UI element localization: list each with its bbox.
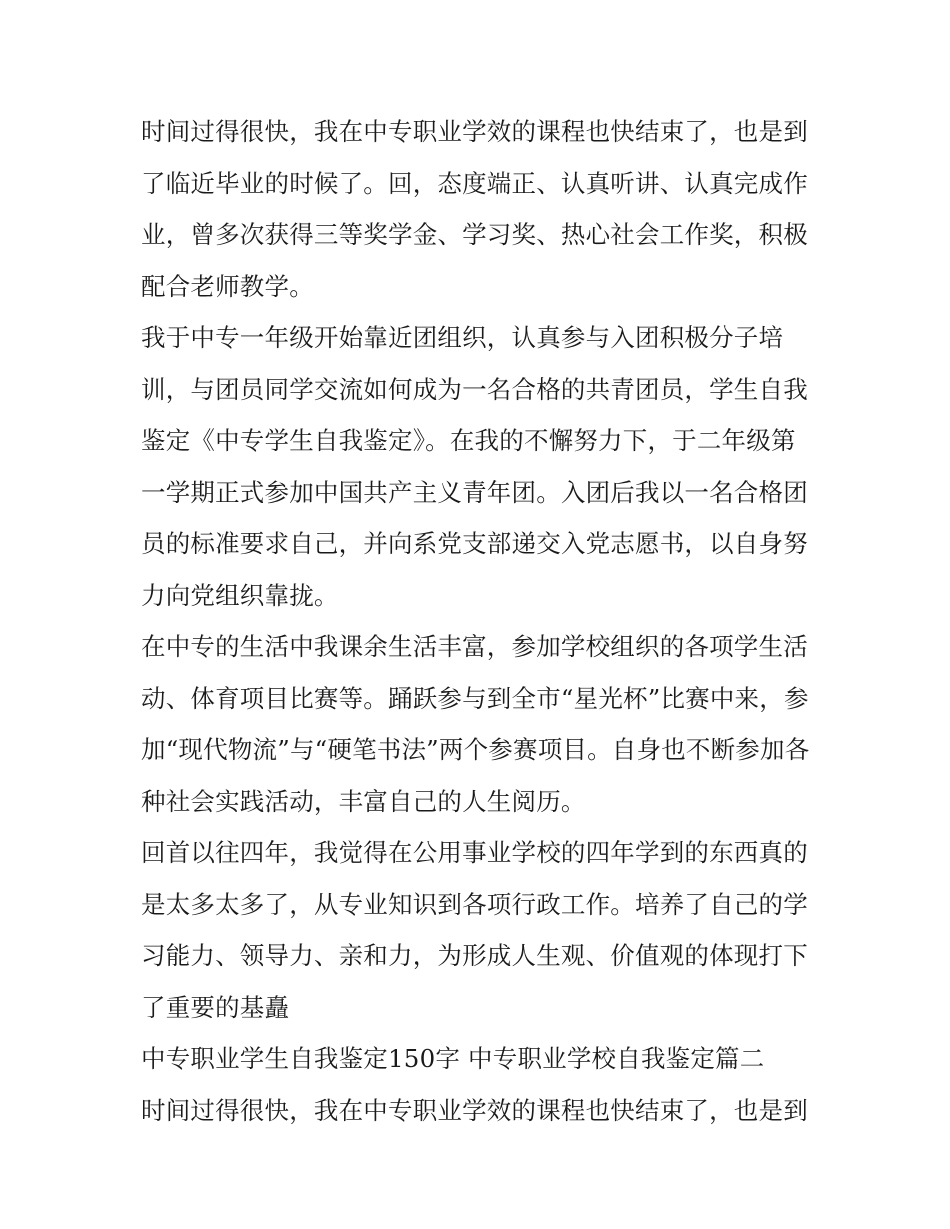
text-line: 配合老师教学。 — [141, 271, 314, 301]
text-line: 业，曾多次获得三等奖学金、学习奖、热心社会工作奖，积极 — [141, 220, 808, 249]
text-line: 我于中专一年级开始靠近团组织，认真参与入团积极分子培 — [141, 323, 784, 352]
text-line: 动、体育项目比赛等。踊跃参与到全市“星光杯”比赛中来，参 — [141, 683, 809, 713]
text-line: 训，与团员同学交流如何成为一名合格的共青团员，学生自我 — [141, 374, 808, 404]
text-line: 加“现代物流”与“硬笔书法”两个参赛项目。自身也不断参加各 — [141, 735, 810, 764]
text-line: 了临近毕业的时候了。回，态度端正、认真听讲、认真完成作 — [141, 168, 808, 198]
text-line: 一学期正式参加中国共产主义青年团。入团后我以一名合格团 — [141, 477, 808, 507]
text-line: 习能力、领导力、亲和力，为形成人生观、价值观的体现打下 — [141, 941, 808, 970]
text-line: 在中专的生活中我课余生活丰富，参加学校组织的各项学生活 — [141, 632, 808, 661]
text-line: 种社会实践活动，丰富自己的人生阅历。 — [141, 786, 586, 816]
text-line: 力向党组织靠拢。 — [141, 580, 339, 610]
document-body — [141, 106, 821, 1136]
text-line: 时间过得很快，我在中专职业学效的课程也快结束了，也是到 — [141, 1095, 808, 1125]
text-line: 时间过得很快，我在中专职业学效的课程也快结束了，也是到 — [141, 117, 808, 146]
text-line: 回首以往四年，我觉得在公用事业学校的四年学到的东西真的 — [141, 838, 808, 867]
text-line: 员的标准要求自己，并向系党支部递交入党志愿书，以自身努 — [141, 529, 808, 558]
text-line: 了重要的基矗 — [141, 992, 290, 1022]
section-heading: 中专职业学生自我鉴定150字 中专职业学校自我鉴定篇二 — [141, 1044, 765, 1073]
text-line: 鉴定《中专学生自我鉴定》。在我的不懈努力下，于二年级第 — [141, 426, 796, 455]
text-line: 是太多太多了，从专业知识到各项行政工作。培养了自己的学 — [141, 889, 808, 919]
